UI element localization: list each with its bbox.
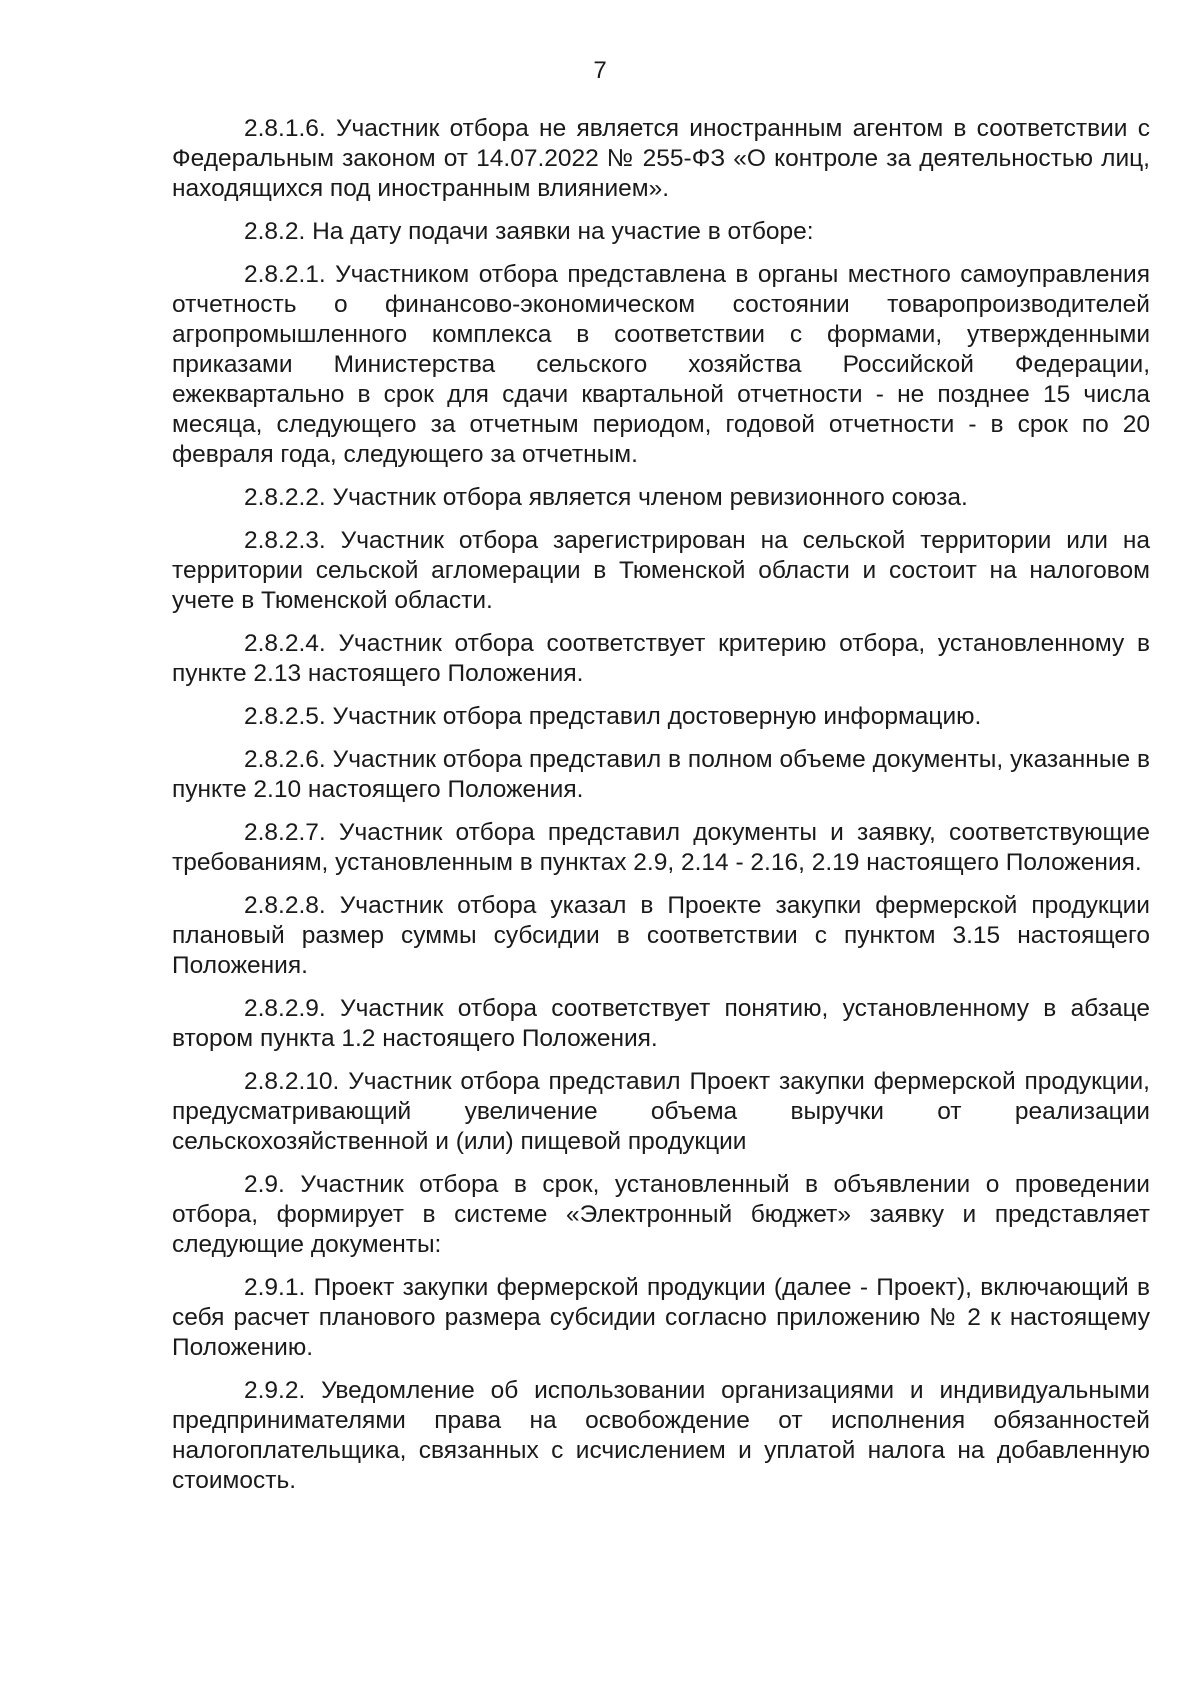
paragraph-2-8-2-5: 2.8.2.5. Участник отбора представил достоверную информацию. (244, 703, 982, 730)
paragraph-2-8-2-4: 2.8.2.4. Участник отбора соответствует критерию отбора, установленному в пункте 2.13 настоящего Положения. (172, 630, 1150, 687)
paragraph-2-8-2-3: 2.8.2.3. Участник отбора зарегистрирован на сельской территории или на территории сельской агломерации в Тюменской области и состоит на налоговом учете в Тюменской области. (172, 527, 1150, 614)
paragraph-2-8-2-2: 2.8.2.2. Участник отбора является членом ревизионного союза. (244, 484, 968, 511)
paragraph-2-9-1: 2.9.1. Проект закупки фермерской продукции (далее - Проект), включающий в себя расчет планового размера субсидии согласно приложению № 2 к настоящему Положению. (172, 1274, 1150, 1361)
paragraph-2-8-2-7: 2.8.2.7. Участник отбора представил документы и заявку, соответствующие требованиям, установленным в пунктах 2.9, 2.14 - 2.16, 2.19 настоящего Положения. (172, 819, 1150, 876)
paragraph-2-8-2: 2.8.2. На дату подачи заявки на участие в отборе: (244, 218, 814, 245)
paragraph-2-8-2-10: 2.8.2.10. Участник отбора представил Проект закупки фермерской продукции, предусматривающий увеличение объема выручки от реализации сельскохозяйственной и (или) пищевой продукции (172, 1068, 1150, 1155)
paragraph-2-8-2-6: 2.8.2.6. Участник отбора представил в полном объеме документы, указанные в пункте 2.10 настоящего Положения. (172, 746, 1150, 803)
paragraph-2-9: 2.9. Участник отбора в срок, установленный в объявлении о проведении отбора, формирует в системе «Электронный бюджет» заявку и представляет следующие документы: (172, 1171, 1150, 1258)
paragraph-2-8-2-8: 2.8.2.8. Участник отбора указал в Проекте закупки фермерской продукции плановый размер суммы субсидии в соответствии с пунктом 3.15 настоящего Положения. (172, 892, 1150, 979)
paragraph-2-8-1-6: 2.8.1.6. Участник отбора не является иностранным агентом в соответствии с Федеральным законом от 14.07.2022 № 255-ФЗ «О контроле за деятельностью лиц, находящихся под иностранным влиянием». (172, 115, 1150, 202)
paragraph-2-8-2-9: 2.8.2.9. Участник отбора соответствует понятию, установленному в абзаце втором пункта 1.2 настоящего Положения. (172, 995, 1150, 1052)
document-body (172, 114, 1150, 1509)
page-number: 7 (593, 57, 607, 84)
paragraph-2-8-2-1: 2.8.2.1. Участником отбора представлена в органы местного самоуправления отчетность о финансово-экономическом состоянии товаропроизводителей агропромышленного комплекса в соответствии с формами, утвержденными приказами Министерства сельского хозяйства Российской Федерации, ежеквартально в срок для сдачи квартальной отчетности - не позднее 15 числа месяца, следующего за отчетным периодом, годовой отчетности - в срок по 20 февраля года, следующего за отчетным. (172, 261, 1150, 468)
paragraph-2-9-2: 2.9.2. Уведомление об использовании организациями и индивидуальными предпринимателями права на освобождение от исполнения обязанностей налогоплательщика, связанных с исчислением и уплатой налога на добавленную стоимость. (172, 1377, 1150, 1494)
